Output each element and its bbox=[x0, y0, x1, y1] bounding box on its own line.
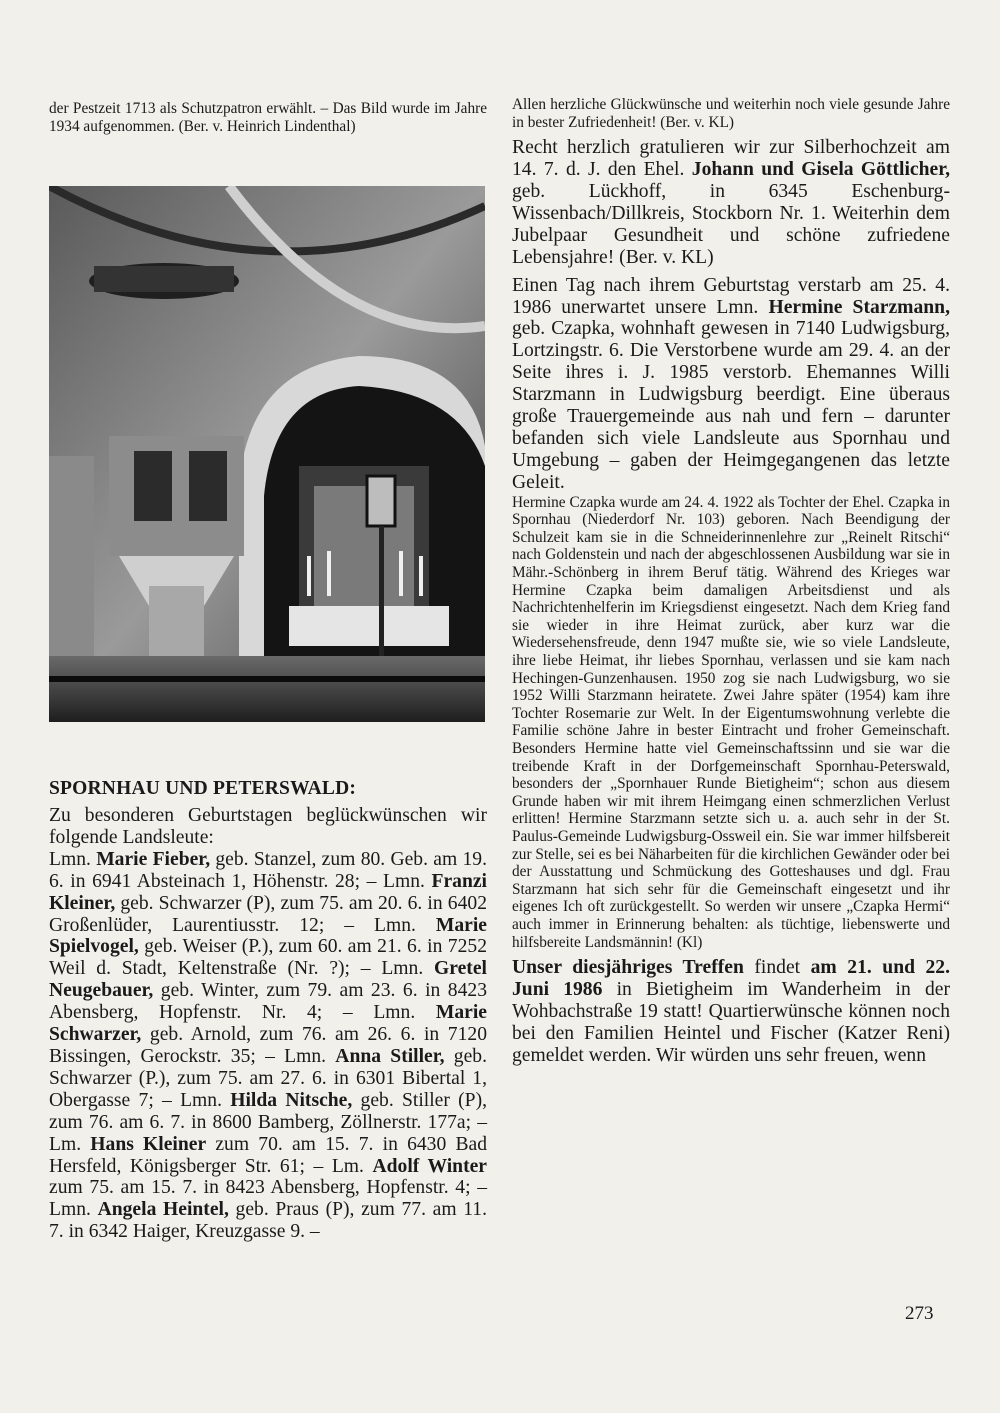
page-number: 273 bbox=[905, 1303, 934, 1324]
intro-paragraph bbox=[49, 100, 487, 135]
birthday-list: Lmn. Marie Fieber, geb. Stanzel, zum 80. Geb. am 19. 6. in 6941 Absteinach 1, Höhenstr. 28; – Lmn. Franzi Kleiner, geb. Schwarzer (P), zum 75. am 20. 6. in 6402 Großenlüder, Laurentiusstr. 12; – Lmn. Marie Spielvogel, geb. Weiser (P.), zum 60. am 21. 6. in 7252 Weil d. Stadt, Keltenstraße (Nr. ?); – Lmn. Gretel Neugebauer, geb. Winter, zum 79. am 23. 6. in 8423 Abensberg, Hopfenstr. Nr. 4; – Lmn. Marie Schwarzer, geb. Arnold, zum 76. am 26. 6. in 7120 Bissingen, Gerockstr. 35; – Lmn. Anna Stiller, geb. Schwarzer (P.), zum 75. am 27. 6. in 6301 Bibertal 1, Obergasse 7; – Lmn. Hilda Nitsche, geb. Stiller (P), zum 76. am 6. 7. in 8600 Bamberg, Zöllnerstr. 177a; – Lm. Hans Kleiner zum 70. am 15. 7. in 6430 Bad Hersfeld, Königsberger Str. 61; – Lm. Adolf Winter zum 75. am 15. 7. in 8423 Abensberg, Hopfenstr. 4; – Lmn. Angela Heintel, geb. Praus (P), zum 77. am 11. 7. in 6342 Haiger, Kreuzgasse 9. – bbox=[49, 848, 488, 1243]
birthday-section bbox=[49, 805, 487, 1243]
congrats-paragraph: Allen herzliche Glückwünsche und weiterhin noch viele gesunde Jahre in bester Zufriedenheit! (Ber. v. KL) bbox=[512, 96, 950, 131]
church-interior-photo bbox=[49, 186, 485, 722]
obituary-paragraph: Einen Tag nach ihrem Geburtstag verstarb am 25. 4. 1986 unerwartet unsere Lmn. Hermine Starzmann, geb. Czapka, wohnhaft gewesen in 7140 Ludwigsburg, Lortzingstr. 6. Die Verstorbene wurde am 29. 4. an der Seite ihres i. J. 1985 verstorb. Ehemannes Willi Starzmann in Ludwigsburg beerdigt. Eine überaus große Trauergemeinde aus nah und fern – darunter befanden sich viele Landsleute aus Spornhau und Umgebung – gaben der Heimgegangenen das letzte Geleit. bbox=[512, 274, 950, 493]
silver-wedding-paragraph: Recht herzlich gratulieren wir zur Silberhochzeit am 14. 7. d. J. den Ehel. Johann und Gisela Göttlicher, geb. Lückhoff, in 6345 Eschenburg-Wissenbach/Dillkreis, Stockborn Nr. 1. Weiterhin dem Jubelpaar Gesundheit und schöne zufriedene Lebensjahre! (Ber. v. KL) bbox=[512, 137, 950, 268]
right-column bbox=[512, 96, 950, 1067]
photo-caption: der Pestzeit 1713 als Schutzpatron erwählt. – Das Bild wurde im Jahre 1934 aufgenommen. (Ber. v. Heinrich Lindenthal) bbox=[49, 100, 487, 135]
meeting-paragraph: Unser diesjähriges Treffen findet am 21. und 22. Juni 1986 in Bietigheim im Wanderheim in der Wohbachstraße 19 statt! Quartierwünsche können noch bei den Familien Heintel und Fischer (Katzer Reni) gemeldet werden. Wir würden uns sehr freuen, wenn bbox=[512, 957, 951, 1066]
section-heading: SPORNHAU UND PETERSWALD: bbox=[49, 778, 357, 799]
biography-paragraph: Hermine Czapka wurde am 24. 4. 1922 als Tochter der Ehel. Czapka in Spornhau (Niederdorf Nr. 103) geboren. Nach Beendigung der Schulzeit kam sie in die Schneiderinnenlehre zur „Reinelt Ritschi“ nach Goldenstein und nach der abgeschlossenen Ausbildung war sie in Mähr.-Schönberg in ihrem Beruf tätig. Während des Krieges war Hermine Czapka beim damaligen Arbeitsdienst und als Nachrichtenhelferin im Kriegsdienst eingesetzt. Nach dem Krieg fand sie wieder in ihre Heimat zurück, aber kurz war die Wiedersehensfreude, denn 1947 mußte sie, wie so viele Landsleute, ihre liebe Heimat, ihr liebes Spornhau, verlassen und sie kam nach Hechingen-Gunzenhausen. 1950 zog sie nach Ludwigsburg, wo sie 1952 Willi Starzmann heiratete. Zwei Jahre später (1954) kam ihre Tochter Rosemarie zur Welt. In der Eigentumswohnung verlebte die Familie schöne Jahre in bester Eintracht und froher Gemeinschaft. Besonders Hermine hatte viel Gemeinschaftssinn und sie war die treibende Kraft in der Dorfgemeinschaft Spornhau-Peterswald, besonders der „Spornhauer Runde Bietigheim“; schon aus diesem Grunde haben wir mit ihrem Heimgang einen schmerzlichen Verlust erlitten! Hermine Starzmann setzte sich u. a. auch sehr in der St. Paulus-Gemeinde Ludwigsburg-Ossweil ein. Sie war immer hilfsbereit zur Stelle, sei es bei Näharbeiten für die kirchlichen Gewänder oder bei der Ausstattung und Schmückung des Gotteshauses und dgl. Frau Starzmann hat sich sehr für die Gemeinschaft eingesetzt und ihr eigenes Ich oft zurückgestellt. So werden wir unsere „Czapka Hermi“ auch immer in Erinnerung behalten: als tüchtige, liebenswerte und hilfsbereite Landsmännin! (Kl) bbox=[512, 493, 950, 951]
birthday-intro: Zu besonderen Geburtstagen beglückwünschen wir folgende Landsleute: bbox=[49, 805, 487, 848]
church-interior-photo-icon bbox=[49, 186, 485, 722]
